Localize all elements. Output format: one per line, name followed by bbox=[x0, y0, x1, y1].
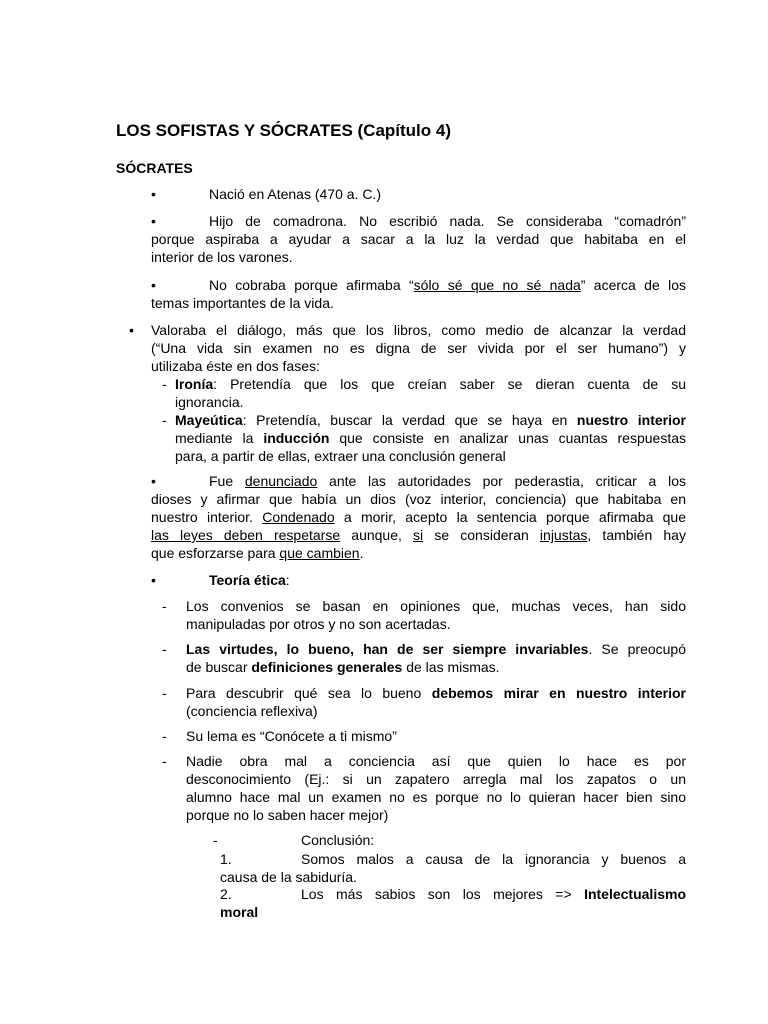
paragraph-line: Para descubrir qué sea lo bueno debemos mirar en nuestro interior bbox=[186, 685, 686, 701]
paragraph-line: (conciencia reflexiva) bbox=[186, 703, 318, 719]
paragraph-line: utilizaba éste en dos fases: bbox=[151, 358, 320, 374]
bullet-icon: • bbox=[151, 186, 156, 202]
paragraph-line: mediante la inducción que consiste en analizar unas cuantas respuestas bbox=[175, 430, 686, 446]
section-heading: SÓCRATES bbox=[116, 160, 193, 176]
paragraph-line: Los convenios se basan en opiniones que, muchas veces, han sido bbox=[186, 598, 686, 614]
bullet-icon: • bbox=[151, 473, 156, 489]
paragraph-line: Nadie obra mal a conciencia así que quien lo hace es por bbox=[186, 753, 686, 769]
paragraph-line: Ironía: Pretendía que los que creían saber se dieran cuenta de su bbox=[175, 376, 686, 392]
list-item: Nació en Atenas (470 a. C.) bbox=[209, 186, 381, 202]
paragraph-line: interior de los varones. bbox=[151, 249, 293, 265]
paragraph-line: (“Una vida sin examen no es digna de ser vivida por el ser humano”) y bbox=[151, 340, 686, 356]
paragraph-line: nuestro interior. Condenado a morir, acepto la sentencia porque afirmaba que bbox=[151, 509, 687, 525]
paragraph-line: Los más sabios son los mejores => Intelectualismo bbox=[301, 886, 686, 902]
subsection-heading: Teoría ética: bbox=[209, 572, 290, 588]
dash-marker: - bbox=[162, 412, 167, 428]
bullet-icon: • bbox=[151, 572, 156, 588]
paragraph-line: de buscar definiciones generales de las mismas. bbox=[186, 659, 500, 675]
paragraph-line: Su lema es “Conócete a ti mismo” bbox=[186, 728, 397, 744]
paragraph-line: Las virtudes, lo bueno, han de ser siempre invariables. Se preocupó bbox=[186, 641, 687, 657]
paragraph-line: las leyes deben respetarse aunque, si se consideran injustas, también hay bbox=[151, 527, 686, 543]
paragraph-line: para, a partir de ellas, extraer una conclusión general bbox=[175, 448, 506, 464]
paragraph-line: manipuladas por otros y no son acertadas. bbox=[186, 616, 451, 632]
paragraph-line: No cobraba porque afirmaba “sólo sé que no sé nada” acerca de los bbox=[209, 277, 687, 293]
dash-marker: - bbox=[162, 685, 167, 701]
dash-marker: - bbox=[162, 598, 167, 614]
paragraph-line: ignorancia. bbox=[175, 394, 244, 410]
bullet-icon: • bbox=[151, 213, 156, 229]
paragraph-line: Valoraba el diálogo, más que los libros, como medio de alcanzar la verdad bbox=[151, 322, 686, 338]
list-number: 1. bbox=[220, 851, 232, 867]
dash-marker: - bbox=[162, 376, 167, 392]
paragraph-line: temas importantes de la vida. bbox=[151, 295, 334, 311]
paragraph-line: porque no lo saben hacer mejor) bbox=[186, 807, 389, 823]
bullet-icon: • bbox=[129, 322, 134, 338]
paragraph-line: Hijo de comadrona. No escribió nada. Se consideraba “comadrón” bbox=[209, 213, 686, 229]
paragraph-line: moral bbox=[220, 904, 259, 920]
paragraph-line: Somos malos a causa de la ignorancia y buenos a bbox=[301, 851, 686, 867]
paragraph-line: porque aspiraba a ayudar a sacar a la luz la verdad que habitaba en el bbox=[151, 231, 686, 247]
paragraph-line: causa de la sabiduría. bbox=[220, 869, 357, 885]
paragraph-line: Fue denunciado ante las autoridades por pederastia, criticar a los bbox=[209, 473, 686, 489]
dash-marker: - bbox=[162, 728, 167, 744]
paragraph-line: que esforzarse para que cambien. bbox=[151, 545, 364, 561]
paragraph-line: Mayeútica: Pretendía, buscar la verdad que se haya en nuestro interior bbox=[175, 412, 686, 428]
page-title: LOS SOFISTAS Y SÓCRATES (Capítulo 4) bbox=[116, 121, 451, 140]
dash-marker: - bbox=[162, 641, 167, 657]
dash-marker: - bbox=[213, 832, 218, 848]
paragraph-line: alumno hace mal un examen no es porque no lo quieran hacer bien sino bbox=[186, 789, 686, 805]
dash-marker: - bbox=[162, 753, 167, 769]
conclusion-label: Conclusión: bbox=[301, 832, 375, 848]
paragraph-line: dioses y afirmar que había un dios (voz interior, conciencia) que habitaba en bbox=[151, 491, 686, 507]
bullet-icon: • bbox=[151, 277, 156, 293]
paragraph-line: desconocimiento (Ej.: si un zapatero arregla mal los zapatos o un bbox=[186, 771, 686, 787]
list-number: 2. bbox=[220, 886, 232, 902]
